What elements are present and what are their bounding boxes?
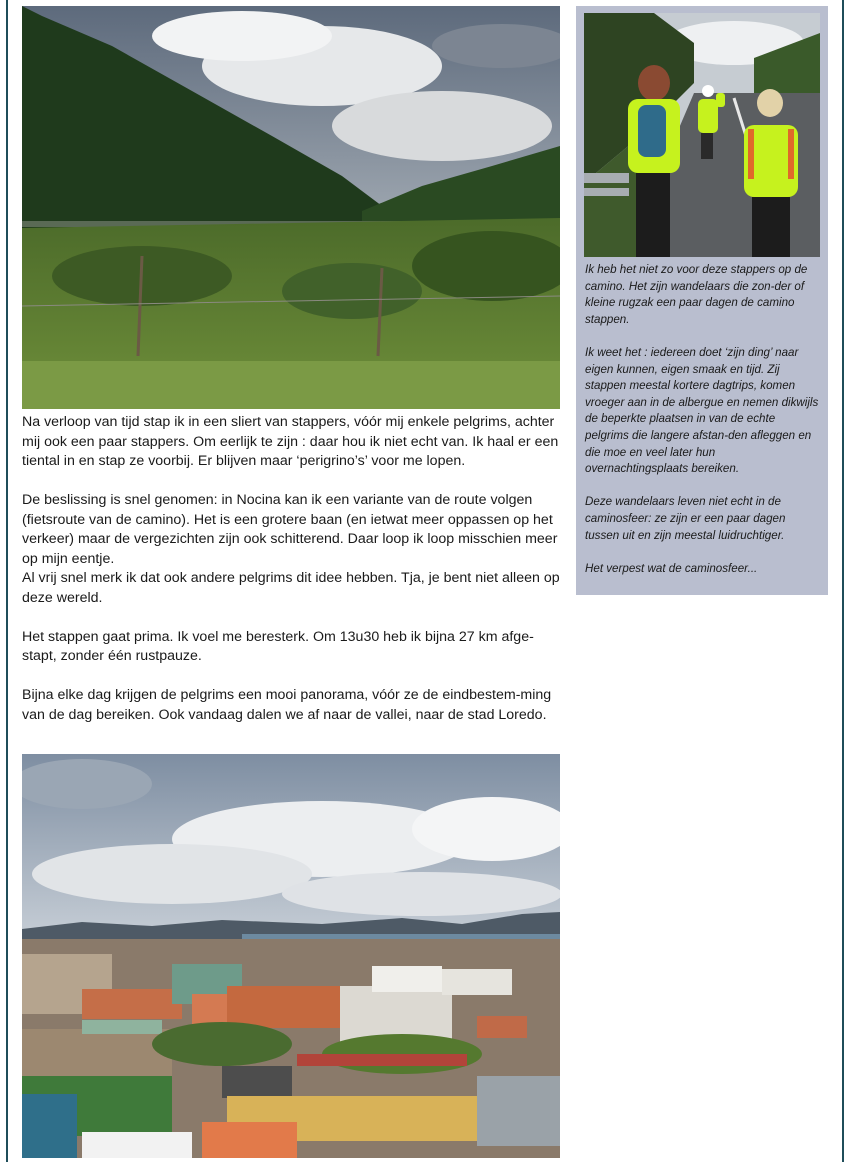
article-paragraph-2: De beslissing is snel genomen: in Nocina kan ik een variante van de route volgen (fietsroute van de camino). Het is een grotere baan (en ietwat meer oppassen op het verkeer) maar de vergezichten zijn ook schitterend. Daar loop ik loop misschien meer op mijn eentje. Al vrij snel merk ik dat ook andere pelgrims dit idee hebben. Tja, je bent niet alleen op deze wereld. [22,492,560,606]
article-paragraph-1: Na verloop van tijd stap ik in een sliert van stappers, vóór mij enkele pelgrims, achter mij ook een paar stappers. Om eerlijk te zijn : daar hou ik niet echt van. Ik haal er een tiental in en stap ze voorbij. Er blijven maar ‘perigrino’s’ voor me lopen. [22,414,559,469]
article-body [22,413,562,745]
sidebar-paragraph-2: Ik weet het : iedereen doet ‘zijn ding’ naar eigen kunnen, eigen smaak en tijd. Zij stappen meestal kortere dagtrips, komen vroeger aan in de albergue en nemen dikwijls de beperkte plaatsen in van de echte pelgrims die langere afstan-den afleggen en die moe en veel later hun overnachtingsplaats bereiken. [585,345,819,476]
article-paragraph-4: Bijna elke dag krijgen de pelgrims een mooi panorama, vóór ze de eindbestem-ming van de dag bereiken. Ook vandaag dalen we af naar de vallei, naar de stad Loredo. [22,687,552,723]
article-paragraph-3: Het stappen gaat prima. Ik voel me beresterk. Om 13u30 heb ik bijna 27 km afge-stapt, zonder één rustpauze. [22,628,534,664]
page-border-right [842,0,844,1162]
page-border-left [6,0,8,1162]
sidebar-paragraph-3: Deze wandelaars leven niet echt in de caminosfeer: ze zijn er een paar dagen tussen uit en zijn meestal luidruchtiger. [585,495,786,542]
sidebar-paragraph-1: Ik heb het niet zo voor deze stappers op de camino. Het zijn wandelaars die zon-der of kleine rugzak een paar dagen de camino stappen. [585,263,808,326]
photo-walkers-on-road [584,13,820,257]
sidebar-paragraph-4: Het verpest wat de caminosfeer... [585,561,758,575]
photo-city-panorama [22,754,560,1158]
photo-green-hills [22,6,560,409]
sidebar-text [585,262,821,594]
